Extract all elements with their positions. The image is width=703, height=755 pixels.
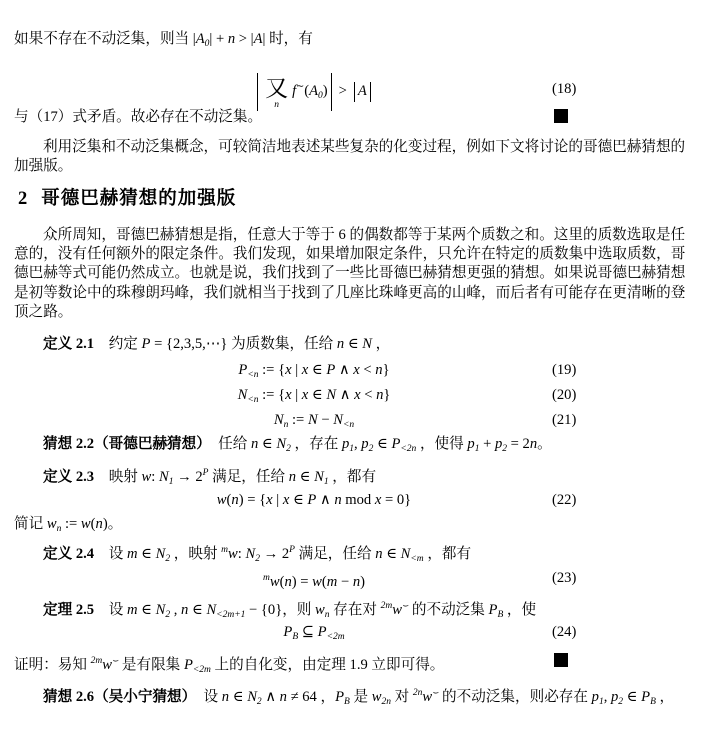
equation-24	[14, 623, 690, 647]
text-run: n	[284, 574, 292, 590]
equation-19-formula	[14, 361, 614, 385]
notation-note-line	[14, 515, 122, 539]
vertical-bar	[354, 82, 355, 102]
section-heading	[18, 184, 236, 210]
text-run: N	[314, 469, 324, 485]
text-run: w	[80, 516, 91, 532]
text-run: 定理 2.5	[43, 602, 95, 618]
text-run: :	[237, 546, 246, 562]
text-run: ，都有	[328, 469, 377, 485]
text-run: 加强版。	[14, 158, 73, 174]
equation-24-formula	[14, 623, 614, 647]
text-run: 与（17）式矛盾。故必存在不动泛集。	[14, 109, 263, 125]
text-run: 是初等数论中的珠穆朗玛峰，我们就相当于找到了几座比珠峰更高的山峰，而后者有可能存在更清晰的登	[14, 285, 686, 301]
text-run: ∈	[188, 602, 207, 618]
text-run: N	[155, 602, 166, 618]
equation-23-number: (23)	[552, 570, 577, 586]
text-run: w	[141, 469, 152, 485]
text-run: := {	[258, 362, 286, 378]
text-run: N	[333, 412, 343, 428]
paragraph-line	[14, 30, 313, 54]
text-run: ⊆	[298, 624, 318, 640]
text-run: 2n	[412, 688, 423, 698]
text-run: 是	[349, 689, 372, 705]
text-run: n	[375, 546, 383, 562]
text-run: 2n	[381, 697, 391, 707]
text-run: P	[391, 436, 401, 452]
paragraph-line	[14, 108, 262, 127]
text-run: m	[221, 545, 229, 555]
text-run: ∈	[137, 546, 156, 562]
section-title: 哥德巴赫猜想的加强版	[41, 189, 237, 209]
text-run: ，	[372, 336, 391, 352]
text-run: 设	[188, 689, 222, 705]
text-run: 映射	[94, 469, 142, 485]
text-run: w	[392, 602, 402, 618]
text-run: 0	[317, 91, 323, 101]
text-run: w	[371, 689, 382, 705]
text-run: | 时，有	[262, 31, 313, 47]
equation-22-formula	[14, 491, 614, 510]
text-run: A	[309, 83, 318, 99]
text-run: n	[181, 602, 189, 618]
text-run: 简记	[14, 516, 47, 532]
text-run: 1	[474, 444, 480, 454]
text-run: )	[322, 83, 328, 99]
text-run: 对	[390, 689, 413, 705]
text-run: 2	[286, 444, 291, 454]
text-run: 的不动泛集	[408, 602, 489, 618]
paragraph-line	[14, 303, 72, 322]
text-run: x	[353, 362, 360, 378]
text-run: 上的自化变，由定理 1.9 立即可得。	[210, 657, 445, 673]
equation-20-formula	[14, 386, 614, 410]
text-run: :	[151, 469, 159, 485]
text-run: > |	[235, 31, 254, 47]
text-run: 德巴赫等式可能仍然成立。也就是说，我们找到了一些比哥德巴赫猜想更强的猜想。如果说哥德巴赫猜想	[14, 265, 686, 281]
section-number: 2	[18, 189, 28, 209]
text-run: N	[273, 412, 284, 428]
equation-19	[14, 361, 690, 385]
text-run: ⌣	[111, 656, 119, 666]
text-run: x	[282, 492, 290, 508]
text-run: N	[307, 412, 318, 428]
text-run: )	[360, 574, 366, 590]
text-run: w	[216, 492, 227, 508]
text-run: → 2	[259, 546, 290, 562]
proof-line	[14, 652, 444, 680]
text-run: :=	[61, 516, 81, 532]
text-run: −	[337, 574, 353, 590]
text-run: ) =	[291, 574, 313, 590]
text-run: x	[285, 387, 292, 403]
text-run: = 2	[507, 436, 530, 452]
text-run: m	[126, 546, 138, 562]
text-run: P	[141, 336, 151, 352]
paragraph-line	[14, 157, 72, 176]
text-run: p	[591, 689, 599, 705]
text-run: N	[155, 546, 166, 562]
text-run: <n	[247, 395, 259, 405]
text-run: A	[357, 83, 367, 99]
text-run: 任给	[203, 436, 251, 452]
text-run: ∈	[137, 602, 156, 618]
text-run: P	[238, 362, 248, 378]
text-run: 1	[168, 477, 174, 487]
text-run: N	[400, 546, 411, 562]
paragraph-line	[14, 284, 685, 303]
text-run: 2	[618, 697, 624, 707]
text-run: ∈	[258, 436, 277, 452]
equation-24-number: (24)	[552, 624, 577, 640]
text-run: n	[334, 492, 342, 508]
text-run: f	[292, 83, 297, 99]
text-run: P	[202, 468, 209, 478]
text-run: | +	[209, 31, 228, 47]
text-run: n	[336, 336, 345, 352]
theorem-2-5-line	[14, 597, 536, 625]
text-run: x	[301, 387, 309, 403]
conjecture-2-2-line	[14, 435, 552, 459]
text-run: ≠ 64 ，	[286, 689, 336, 705]
text-run: ∼	[296, 82, 305, 92]
text-run: ∈	[623, 689, 642, 705]
conjecture-2-6-line	[14, 684, 674, 712]
text-run: (	[304, 83, 310, 99]
equation-21-formula	[14, 411, 614, 435]
text-run: B	[344, 697, 350, 707]
equation-23-formula	[14, 569, 614, 592]
text-run: N	[362, 336, 373, 352]
text-run: n	[95, 516, 103, 532]
text-run: ，	[655, 689, 675, 705]
text-run: |	[291, 362, 302, 378]
text-run: ，存在	[290, 436, 342, 452]
text-run: N	[158, 469, 169, 485]
paragraph-line	[14, 245, 685, 264]
text-run: − {0}，则	[245, 602, 316, 618]
text-run: n	[283, 420, 289, 430]
text-run: 存在对	[329, 602, 381, 618]
text-run: ) = {	[238, 492, 267, 508]
text-run: x	[354, 387, 361, 403]
text-run: <	[359, 362, 376, 378]
equation-20-number: (20)	[552, 387, 577, 403]
text-run: p	[610, 689, 619, 705]
text-run: n	[324, 610, 330, 620]
equation-18-number: (18)	[552, 81, 577, 97]
text-run: 定义 2.3	[43, 469, 95, 485]
vertical-bar	[331, 73, 332, 111]
text-run: ∈	[229, 689, 248, 705]
text-run: P	[283, 624, 293, 640]
text-run: (	[90, 516, 96, 532]
text-run: m	[326, 574, 338, 590]
text-run: <2m+1	[216, 610, 246, 620]
text-run: = 0}	[381, 492, 412, 508]
text-run: 的不动泛集，则必存在	[438, 689, 592, 705]
text-run: ∈	[308, 387, 327, 403]
text-run: N	[247, 689, 257, 705]
text-run: (	[226, 492, 232, 508]
equation-23	[14, 569, 690, 592]
text-run: 设	[94, 602, 127, 618]
text-run: 2	[256, 697, 262, 707]
vertical-bar	[370, 82, 371, 102]
text-run: 2m	[380, 601, 393, 611]
equation-22	[14, 491, 690, 510]
text-run: x	[374, 492, 382, 508]
definition-2-1-line	[14, 335, 390, 354]
text-run: w	[312, 574, 322, 590]
text-run: n	[227, 31, 236, 47]
text-run: ∈	[296, 469, 315, 485]
text-run: w	[269, 574, 280, 590]
text-run: n	[352, 574, 361, 590]
text-run: w	[46, 516, 57, 532]
text-run: ∈	[382, 546, 401, 562]
text-run: |	[272, 492, 283, 508]
qed-mark	[554, 109, 568, 123]
text-run: :=	[288, 412, 308, 428]
text-run: 猜想 2.2（哥德巴赫猜想）	[43, 436, 204, 452]
text-run: 1	[598, 697, 604, 707]
text-run: := {	[258, 387, 286, 403]
text-run: P	[326, 362, 336, 378]
text-run: −	[317, 412, 334, 428]
text-run: 猜想 2.6（吴小宁猜想）	[43, 689, 189, 705]
text-run: <n	[247, 370, 259, 380]
text-run: ，映射	[170, 546, 222, 562]
text-run: <2n	[400, 444, 417, 454]
text-run: 约定	[94, 336, 142, 352]
text-run: 2	[502, 444, 508, 454]
text-run: 定义 2.1	[43, 336, 95, 352]
text-run: <	[360, 387, 377, 403]
text-run: P	[335, 689, 345, 705]
text-run: ∧	[261, 689, 280, 705]
text-run: <n	[342, 420, 355, 430]
text-run: x	[301, 362, 309, 378]
text-run: |	[291, 387, 302, 403]
text-run: ∈	[289, 492, 308, 508]
text-run: n	[221, 689, 230, 705]
definition-2-4-line	[14, 541, 471, 569]
text-run: }	[382, 362, 390, 378]
text-run: ∧	[336, 387, 355, 403]
text-run: m	[262, 573, 270, 583]
text-run: ,	[170, 602, 182, 618]
text-run: B	[650, 697, 656, 707]
text-run: 0	[204, 39, 210, 49]
equation-21	[14, 411, 690, 435]
text-run: 利用泛集和不动泛集概念，可较简洁地表述某些复杂的化变过程，例如下文将讨论的哥德巴赫猜想的	[43, 139, 686, 155]
text-run: n	[375, 362, 383, 378]
text-run: <2m	[192, 665, 211, 675]
text-run: N	[326, 387, 337, 403]
equation-18	[14, 64, 690, 110]
text-run: 意的，没有任何额外的限定条件。我们发现，如果增加限定条件，只允许在特定的质数集中选取质数，哥	[14, 246, 686, 262]
text-run: n	[56, 524, 62, 534]
text-run: (	[321, 574, 327, 590]
text-run: ∧	[335, 362, 354, 378]
equation-21-number: (21)	[552, 412, 577, 428]
text-run: N	[237, 387, 248, 403]
text-run: n	[288, 469, 297, 485]
equation-20	[14, 386, 690, 410]
text-run: p	[341, 436, 350, 452]
paragraph-line	[14, 138, 685, 157]
text-run: p	[494, 436, 503, 452]
text-run: ⌣	[401, 601, 409, 611]
text-run: ∧	[316, 492, 335, 508]
text-run: P	[307, 492, 317, 508]
text-run: P	[641, 689, 651, 705]
text-run: A	[195, 31, 205, 47]
text-run: x	[285, 362, 292, 378]
text-run: 设	[94, 546, 127, 562]
text-run: P	[317, 624, 327, 640]
equation-19-number: (19)	[552, 362, 577, 378]
text-run: n	[279, 689, 287, 705]
text-run: w	[102, 657, 112, 673]
text-run: w	[422, 689, 433, 705]
text-run: }	[383, 387, 391, 403]
text-run: w	[315, 602, 325, 618]
text-run: ,	[603, 689, 611, 705]
text-run: 定义 2.4	[43, 546, 95, 562]
paragraph-line	[14, 264, 685, 283]
text-run: P	[183, 657, 193, 673]
text-run: n	[231, 492, 239, 508]
text-run: p	[467, 436, 475, 452]
text-run: ，都有	[423, 546, 472, 562]
text-run: ∈	[344, 336, 363, 352]
text-run: 证明：易知	[14, 657, 91, 673]
text-run: P	[289, 545, 295, 555]
text-run: )。	[102, 516, 123, 532]
text-run: 2	[255, 554, 260, 564]
text-run: = {2,3,5,⋯} 为质数集，任给	[150, 336, 337, 352]
text-run: ,	[354, 436, 362, 452]
text-run: n	[529, 436, 538, 452]
text-run: P	[488, 602, 498, 618]
text-run: p	[361, 436, 369, 452]
text-run: ⌣	[432, 688, 439, 698]
text-run: 顶之路。	[14, 304, 73, 320]
qed-mark	[554, 653, 568, 667]
text-run: >	[335, 83, 351, 99]
text-run: B	[497, 610, 504, 620]
text-run: A	[253, 31, 263, 47]
equation-22-number: (22)	[552, 492, 577, 508]
text-run: n	[250, 436, 259, 452]
text-run: → 2	[173, 469, 203, 485]
paragraph-line	[14, 226, 685, 245]
text-run: 2	[165, 610, 171, 620]
text-run: N	[206, 602, 217, 618]
text-run: 满足，任给	[294, 546, 376, 562]
text-run: 1	[349, 444, 354, 454]
text-run: 。	[537, 436, 552, 452]
text-run: m	[126, 602, 138, 618]
text-run: <2m	[326, 632, 345, 642]
text-run: (	[279, 574, 285, 590]
text-run: +	[479, 436, 495, 452]
text-run: 满足，任给	[208, 469, 289, 485]
text-run: w	[228, 546, 238, 562]
text-run: 如果不存在不动泛集，则当 |	[14, 31, 196, 47]
vertical-bar	[257, 73, 258, 111]
text-run: N	[245, 546, 256, 562]
text-run: ∈	[373, 436, 392, 452]
text-run: 2m	[90, 656, 103, 666]
big-operator: 又 n	[265, 75, 289, 110]
text-run: B	[292, 632, 299, 642]
text-run: x	[266, 492, 273, 508]
text-run: 2	[368, 444, 374, 454]
definition-2-3-line	[14, 464, 376, 492]
text-run: 2	[165, 554, 171, 564]
text-run: ∈	[308, 362, 327, 378]
text-run: <m	[410, 554, 424, 564]
text-run: 众所周知，哥德巴赫猜想是指，任意大于等于 6 的偶数都等于某两个质数之和。这里的质数选取是任	[43, 227, 686, 243]
text-run: 1	[323, 477, 329, 487]
text-run: 是有限集	[118, 657, 184, 673]
text-run: N	[276, 436, 287, 452]
text-run: ，使得	[416, 436, 468, 452]
text-run: ，使	[503, 602, 537, 618]
text-run: n	[376, 387, 384, 403]
text-run: mod	[341, 492, 375, 508]
